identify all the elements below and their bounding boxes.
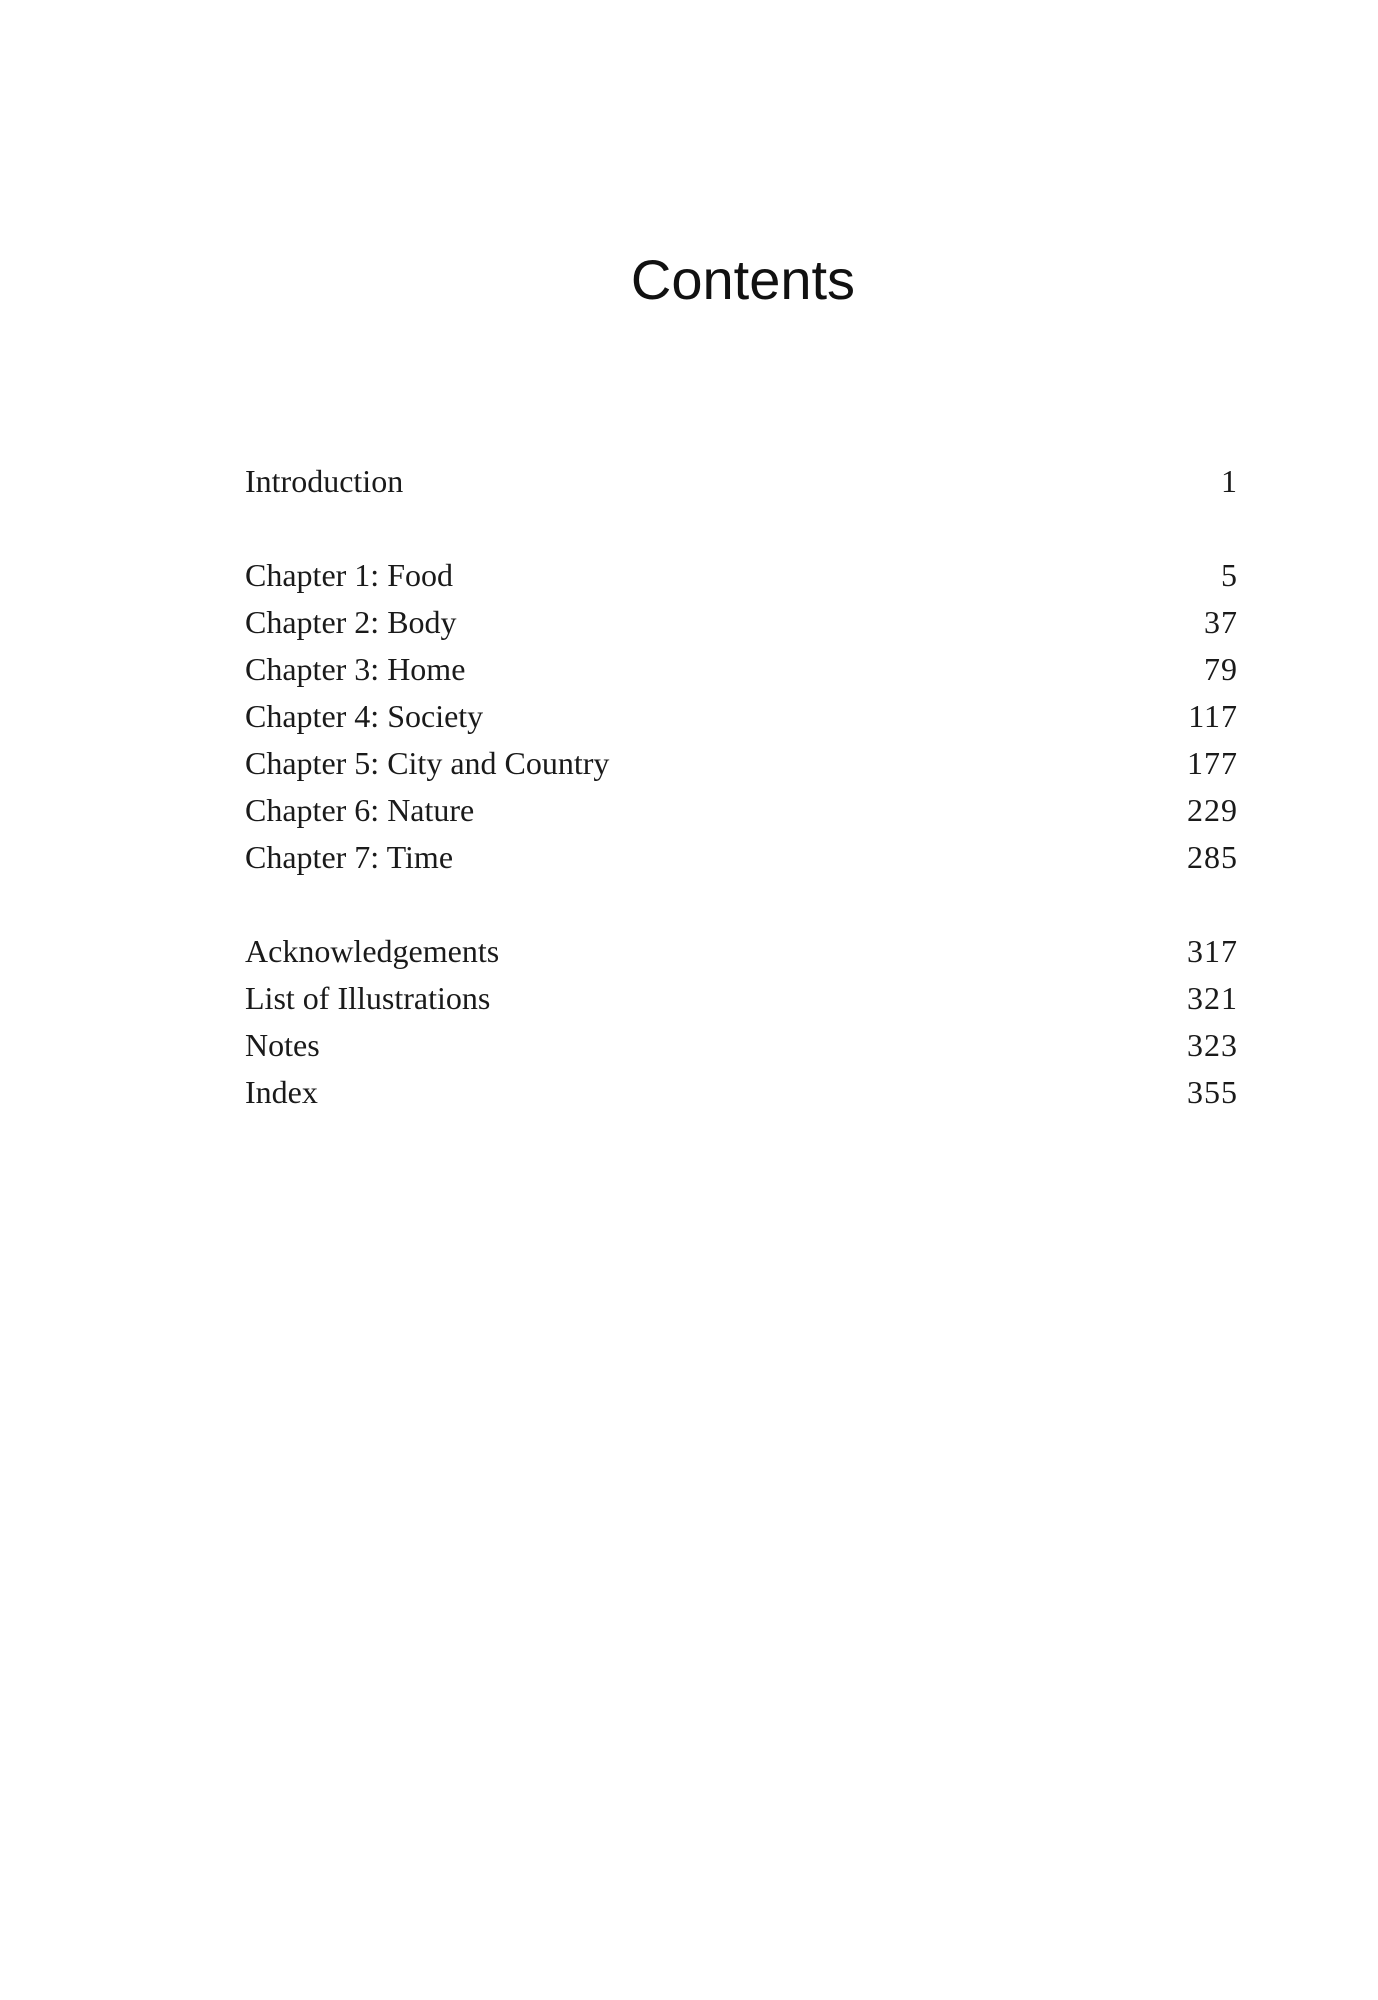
toc-entry-page-number: 37	[1204, 604, 1238, 640]
toc-entry-chapter-5[interactable]	[245, 740, 1238, 787]
toc-entry-label: Index	[245, 1074, 318, 1110]
toc-entry-label: Chapter 1: Food	[245, 557, 453, 593]
toc-entry-chapter-6[interactable]	[245, 787, 1238, 834]
toc-entry-page-number: 117	[1188, 698, 1238, 734]
toc-entry-page-number: 177	[1187, 745, 1238, 781]
toc-entry-index[interactable]	[245, 1069, 1238, 1116]
toc-entry-chapter-1[interactable]	[245, 552, 1238, 599]
toc-entry-chapter-2[interactable]	[245, 599, 1238, 646]
toc-entry-label: Chapter 7: Time	[245, 839, 454, 875]
toc-entry-page-number: 229	[1187, 792, 1238, 828]
toc-entry-label: Chapter 2: Body	[245, 604, 457, 640]
toc-entry-notes[interactable]	[245, 1022, 1238, 1069]
toc-entry-label: Chapter 4: Society	[245, 698, 484, 734]
toc-entry-page-number: 317	[1187, 933, 1238, 969]
toc-entry-chapter-4[interactable]	[245, 693, 1238, 740]
toc-entry-label: Notes	[245, 1027, 320, 1063]
toc-entry-page-number: 79	[1204, 651, 1238, 687]
toc-front-matter	[245, 458, 1238, 505]
toc-entry-page-number: 321	[1187, 980, 1238, 1016]
toc-entry-label: Chapter 6: Nature	[245, 792, 475, 828]
toc-entry-chapter-3[interactable]	[245, 646, 1238, 693]
toc-entry-label: List of Illustrations	[245, 980, 491, 1016]
toc-entry-label: Chapter 5: City and Country	[245, 745, 610, 781]
toc-entry-chapter-7[interactable]	[245, 834, 1238, 881]
toc-entry-label: Introduction	[245, 463, 404, 499]
toc-entry-list-of-illustrations[interactable]	[245, 975, 1238, 1022]
toc-entry-page-number: 323	[1187, 1027, 1238, 1063]
toc-entry-label: Chapter 3: Home	[245, 651, 466, 687]
page-title: Contents	[630, 248, 856, 311]
toc-chapters	[245, 552, 1238, 881]
toc-entry-label: Acknowledgements	[245, 933, 500, 969]
toc-back-matter	[245, 928, 1238, 1116]
toc-entry-page-number: 1	[1221, 463, 1238, 499]
toc-entry-introduction[interactable]	[245, 458, 1238, 505]
toc-entry-acknowledgements[interactable]	[245, 928, 1238, 975]
toc-entry-page-number: 285	[1187, 839, 1238, 875]
toc-entry-page-number: 355	[1187, 1074, 1238, 1110]
table-of-contents	[245, 458, 1238, 1163]
toc-entry-page-number: 5	[1221, 557, 1238, 593]
